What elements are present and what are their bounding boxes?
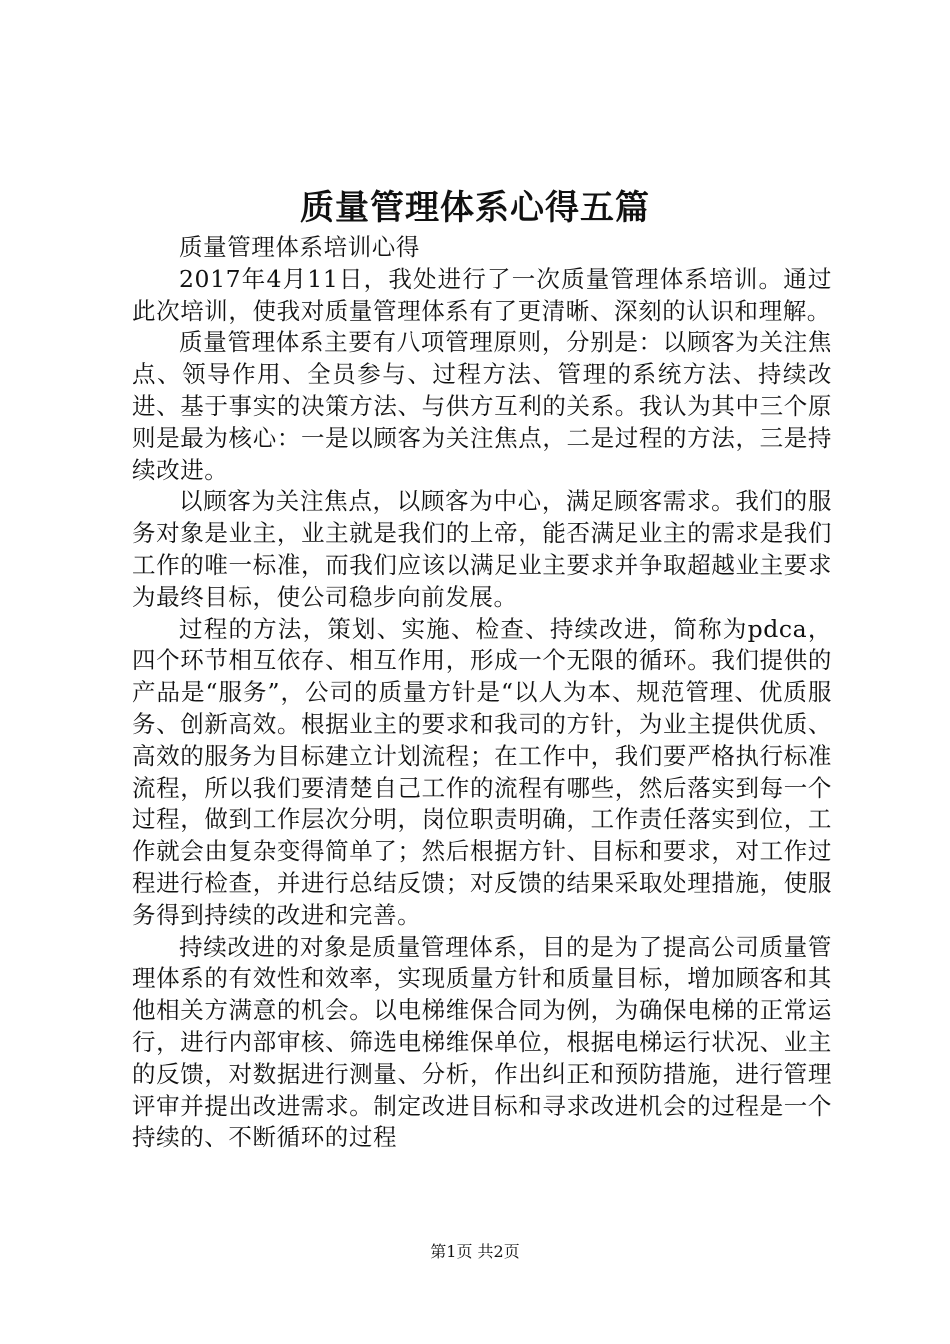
page-number-footer: 第1页 共2页 (430, 1242, 520, 1261)
body-paragraph-1: 2017年4月11日，我处进行了一次质量管理体系培训。通过此次培训，使我对质量管理体系有了更清晰、深刻的认识和理解。 (132, 264, 832, 325)
body-paragraph-3: 以顾客为关注焦点，以顾客为中心，满足顾客需求。我们的服务对象是业主，业主就是我们的上帝，能否满足业主的需求是我们工作的唯一标准，而我们应该以满足业主要求并争取超越业主要求为最终目标，使公司稳步向前发展。 (132, 487, 832, 611)
body-paragraph-4: 过程的方法，策划、实施、检查、持续改进，简称为pdca，四个环节相互依存、相互作用，形成一个无限的循环。我们提供的产品是“服务”，公司的质量方针是“以人为本、规范管理、优质服务、创新高效。根据业主的要求和我司的方针，为业主提供优质、高效的服务为目标建立计划流程；在工作中，我们要严格执行标准流程，所以我们要清楚自己工作的流程有哪些，然后落实到每一个过程，做到工作层次分明，岗位职责明确，工作责任落实到位，工作就会由复杂变得简单了；然后根据方针、目标和要求，对工作过程进行检查，并进行总结反馈；对反馈的结果采取处理措施，使服务得到持续的改进和完善。 (132, 614, 832, 929)
section-subtitle: 质量管理体系培训心得 (179, 233, 420, 261)
body-paragraph-2: 质量管理体系主要有八项管理原则，分别是：以顾客为关注焦点、领导作用、全员参与、过程方法、管理的系统方法、持续改进、基于事实的决策方法、与供方互利的关系。我认为其中三个原则是最为核心：一是以顾客为关注焦点，二是过程的方法，三是持续改进。 (132, 328, 832, 484)
document-title: 质量管理体系心得五篇 (300, 188, 650, 228)
body-paragraph-5: 持续改进的对象是质量管理体系，目的是为了提高公司质量管理体系的有效性和效率，实现质量方针和质量目标，增加顾客和其他相关方满意的机会。以电梯维保合同为例，为确保电梯的正常运行，进行内部审核、筛选电梯维保单位，根据电梯运行状况、业主的反馈，对数据进行测量、分析，作出纠正和预防措施，进行管理评审并提出改进需求。制定改进目标和寻求改进机会的过程是一个持续的、不断循环的过程 (132, 932, 832, 1152)
document-body (132, 232, 832, 1154)
